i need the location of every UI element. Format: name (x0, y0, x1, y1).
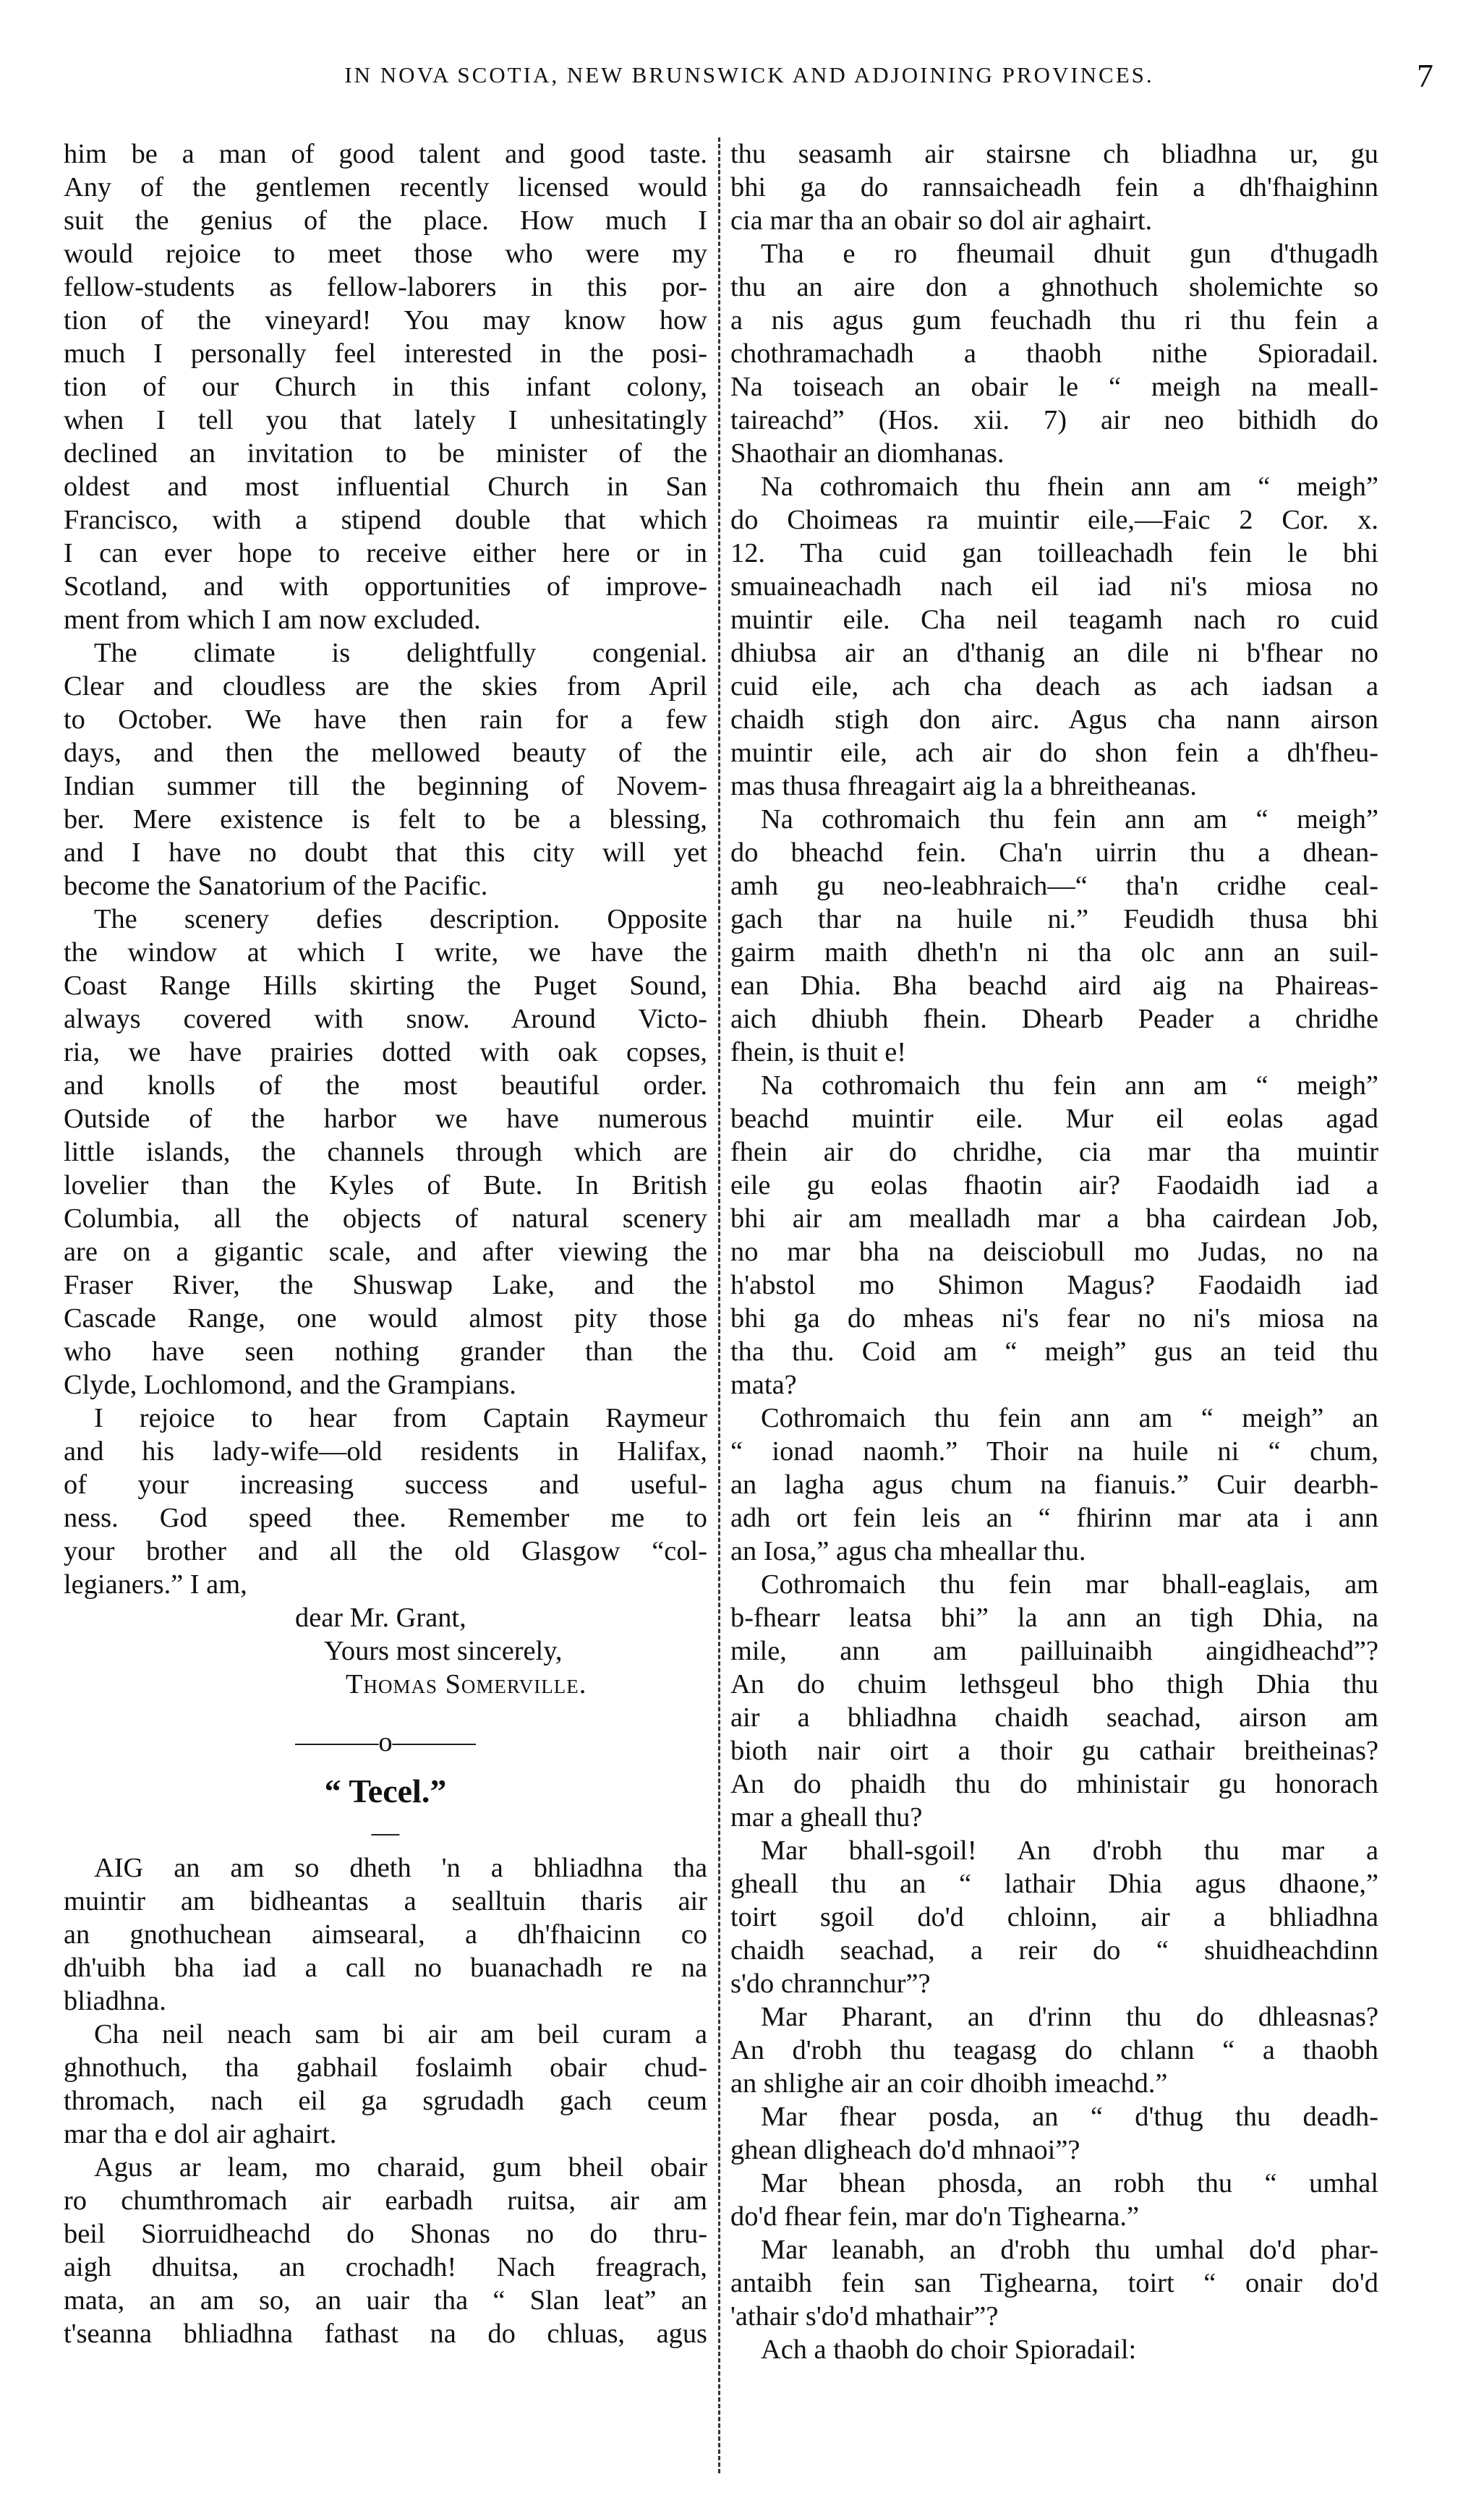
text-line: Shaothair an diomhanas. (730, 438, 1005, 469)
text-line: dh'uibh bha iad a call no buanachadh re na (64, 1953, 707, 1983)
gaelic-right-paragraph-5 (730, 1069, 1378, 1402)
text-line: chaidh stigh don airc. Agus cha nann airson (730, 704, 1378, 735)
text-line: bhi ga do mheas ni's fear no ni's miosa na (730, 1303, 1378, 1334)
text-line: ean Dhia. Bha beachd aird aig na Phaireas- (730, 971, 1378, 1001)
text-line: An do phaidh thu do mhinistair gu honorach (730, 1769, 1378, 1799)
text-line: tion of the vineyard! You may know how (64, 305, 707, 336)
page-number: 7 (1417, 57, 1433, 94)
text-line: I rejoice to hear from Captain Raymeur (94, 1403, 707, 1433)
gaelic-paragraph-2 (64, 2018, 707, 2151)
signature: Thomas Somerville. (346, 1669, 587, 1699)
text-line: ghnothuch, tha gabhail foslaimh obair chud- (64, 2052, 707, 2083)
text-line: Mar bhean phosda, an robh thu “ umhal (761, 2168, 1378, 2198)
text-line: Francisco, with a stipend double that which (64, 505, 707, 535)
text-line: mar tha e dol air aghairt. (64, 2119, 337, 2149)
text-line: gheall thu an “ lathair Dhia agus dhaone,” (730, 1869, 1378, 1899)
text-line: fhein, is thuit e! (730, 1037, 907, 1067)
text-line: beachd muintir eile. Mur eil eolas agad (730, 1104, 1378, 1134)
text-line: and knolls of the most beautiful order. (64, 1070, 707, 1101)
text-line: ment from which I am now excluded. (64, 605, 481, 635)
text-line: Mar leanabh, an d'robh thu umhal do'd phar- (761, 2235, 1378, 2265)
text-line: Outside of the harbor we have numerous (64, 1104, 707, 1134)
text-line: ria, we have prairies dotted with oak copses, (64, 1037, 707, 1067)
text-line: dhiubsa air an d'thanig an dile ni b'fhear no (730, 638, 1378, 668)
text-line: s'do chrannchur”? (730, 1969, 931, 1999)
text-line: and I have no doubt that this city will yet (64, 837, 707, 868)
text-line: An d'robh thu teagasg do chlann “ a thaobh (730, 2035, 1378, 2065)
text-line: The scenery defies description. Opposite (94, 904, 707, 934)
letter-paragraph-3 (64, 903, 707, 1402)
text-line: 'athair s'do'd mhathair”? (730, 2301, 999, 2332)
left-column (64, 137, 707, 2350)
text-line: thu seasamh air stairsne ch bliadhna ur, gu (730, 139, 1378, 169)
text-line: and his lady-wife—old residents in Halifax, (64, 1436, 707, 1467)
text-line: thromach, nach eil ga sgrudadh gach ceum (64, 2086, 707, 2116)
text-line: oldest and most influential Church in San (64, 472, 707, 502)
text-line: Cascade Range, one would almost pity those (64, 1303, 707, 1334)
text-line: tion of our Church in this infant colony, (64, 372, 707, 402)
letter-closing (64, 1601, 707, 1701)
text-line: 12. Tha cuid gan toilleachadh fein le bhi (730, 538, 1378, 568)
gaelic-right-paragraph-8 (730, 1834, 1378, 2000)
text-line: suit the genius of the place. How much I (64, 205, 707, 236)
text-line: tha thu. Coid am “ meigh” gus an teid thu (730, 1336, 1378, 1367)
text-line: Cha neil neach sam bi air am beil curam a (94, 2019, 707, 2050)
gaelic-right-paragraph-7 (730, 1568, 1378, 1834)
text-line: Fraser River, the Shuswap Lake, and the (64, 1270, 707, 1300)
text-line: cia mar tha an obair so dol air aghairt. (730, 205, 1153, 236)
text-line: Any of the gentlemen recently licensed would (64, 172, 707, 202)
right-column (730, 137, 1378, 2366)
text-line: aich dhiubh fhein. Dhearb Peader a chridhe (730, 1004, 1378, 1034)
text-line: muintir am bidheantas a sealltuin tharis air (64, 1886, 707, 1916)
text-line: amh gu neo-leabhraich—“ tha'n cridhe ceal- (730, 871, 1378, 901)
text-line: mas thusa fhreagairt aig la a bhreitheanas. (730, 771, 1197, 801)
gaelic-right-paragraph-10 (730, 2100, 1378, 2167)
text-line: bliadhna. (64, 1986, 166, 2016)
text-line: taireachd” (Hos. xii. 7) air neo bithidh do (730, 405, 1378, 435)
text-line: Columbia, all the objects of natural scenery (64, 1203, 707, 1234)
letter-paragraph-4 (64, 1402, 707, 1601)
running-title: IN NOVA SCOTIA, NEW BRUNSWICK AND ADJOINING PROVINCES. (344, 62, 1154, 88)
gaelic-right-paragraph-4 (730, 803, 1378, 1069)
text-line: beil Siorruidheachd do Shonas no do thru- (64, 2219, 707, 2249)
text-line: of your increasing success and useful- (64, 1470, 707, 1500)
text-line: AIG an am so dheth 'n a bhliadhna tha (94, 1853, 707, 1883)
text-line: adh ort fein leis an “ fhirinn mar ata i ann (730, 1503, 1378, 1533)
section-divider: ———o——— (295, 1727, 476, 1757)
letter-paragraph-1 (64, 137, 707, 636)
text-line: smuaineachadh nach eil iad ni's miosa no (730, 571, 1378, 602)
text-line: bhi ga do rannsaicheadh fein a dh'fhaighinn (730, 172, 1378, 202)
gaelic-right-paragraph-2 (730, 237, 1378, 470)
title-dash: — (371, 1817, 400, 1848)
text-line: do'd fhear fein, mar do'n Tighearna.” (730, 2201, 1140, 2232)
text-line: Na cothromaich thu fhein ann am “ meigh” (761, 472, 1378, 502)
gaelic-right-paragraph-9 (730, 2000, 1378, 2100)
text-line: chothramachadh a thaobh nithe Spioradail. (730, 338, 1378, 369)
text-line: do bheachd fein. Cha'n uirrin thu a dhean- (730, 837, 1378, 868)
text-line: much I personally feel interested in the posi- (64, 338, 707, 369)
text-line: thu an aire don a ghnothuch sholemichte so (730, 272, 1378, 302)
text-line: little islands, the channels through which are (64, 1137, 707, 1167)
text-line: always covered with snow. Around Victo- (64, 1004, 707, 1034)
gaelic-right-paragraph-11 (730, 2167, 1378, 2233)
text-line: declined an invitation to be minister of the (64, 438, 707, 469)
gaelic-right-paragraph-13 (730, 2333, 1378, 2366)
gaelic-right-paragraph-6 (730, 1402, 1378, 1568)
gaelic-right-paragraph-3 (730, 470, 1378, 803)
text-line: an gnothuchean aimsearal, a dh'fhaicinn co (64, 1919, 707, 1950)
text-line: ro chumthromach air earbadh ruitsa, air am (64, 2185, 707, 2216)
salutation: dear Mr. Grant, (295, 1603, 466, 1633)
letter-paragraph-2 (64, 636, 707, 903)
text-line: Mar bhall-sgoil! An d'robh thu mar a (761, 1835, 1378, 1866)
text-line: An do chuim lethsgeul bho thigh Dhia thu (730, 1669, 1378, 1699)
text-line: chaidh seachad, a reir do “ shuidheachdinn (730, 1935, 1378, 1966)
text-line: Coast Range Hills skirting the Puget Sound, (64, 971, 707, 1001)
text-line: fellow-students as fellow-laborers in this por- (64, 272, 707, 302)
text-line: Indian summer till the beginning of Novem- (64, 771, 707, 801)
gaelic-paragraph-3 (64, 2151, 707, 2350)
text-line: Clyde, Lochlomond, and the Grampians. (64, 1370, 516, 1400)
text-line: toirt sgoil do'd chloinn, air a bhliadhna (730, 1902, 1378, 1932)
article-title: “ Tecel.” (324, 1773, 447, 1809)
text-line: “ ionad naomh.” Thoir na huile ni “ chum, (730, 1436, 1378, 1467)
text-line: air a bhliadhna chaidh seachad, airson am (730, 1702, 1378, 1733)
text-line: do Choimeas ra muintir eile,—Faic 2 Cor. x. (730, 505, 1378, 535)
text-line: bhi air am mealladh mar a bha cairdean Job, (730, 1203, 1378, 1234)
text-line: eile gu eolas fhaotin air? Faodaidh iad a (730, 1170, 1378, 1200)
text-line: become the Sanatorium of the Pacific. (64, 871, 488, 901)
column-rule (718, 137, 720, 2473)
text-line: bioth nair oirt a thoir gu cathair breitheinas? (730, 1736, 1378, 1766)
text-line: muintir eile, ach air do shon fein a dh'fheu- (730, 738, 1378, 768)
text-line: Na cothromaich thu fein ann am “ meigh” (761, 1070, 1378, 1101)
text-line: mata? (730, 1370, 797, 1400)
text-line: lovelier than the Kyles of Bute. In British (64, 1170, 707, 1200)
text-line: Na toiseach an obair le “ meigh na meall- (730, 372, 1378, 402)
text-line: legianers.” I am, (64, 1569, 247, 1600)
running-header (65, 57, 1433, 106)
text-line: I can ever hope to receive either here or in (64, 538, 707, 568)
text-line: an shlighe air an coir dhoibh imeachd.” (730, 2068, 1168, 2099)
text-line: a nis agus gum feuchadh thu ri thu fein a (730, 305, 1378, 336)
text-line: muintir eile. Cha neil teagamh nach ro cuid (730, 605, 1378, 635)
text-line: mile, ann am pailluinaibh aingidheachd”? (730, 1636, 1378, 1666)
text-line: an Iosa,” agus cha mheallar thu. (730, 1536, 1086, 1566)
text-line: ness. God speed thee. Remember me to (64, 1503, 707, 1533)
text-line: ghean dligheach do'd mhnaoi”? (730, 2135, 1080, 2165)
text-line: Tha e ro fheumail dhuit gun d'thugadh (761, 239, 1378, 269)
text-line: would rejoice to meet those who were my (64, 239, 707, 269)
text-line: an lagha agus chum na fianuis.” Cuir dearbh- (730, 1470, 1378, 1500)
text-line: Cothromaich thu fein mar bhall-eaglais, am (761, 1569, 1378, 1600)
text-line: gairm maith dheth'n ni tha olc ann an suil- (730, 937, 1378, 968)
text-line: gach thar na huile ni.” Feudidh thusa bhi (730, 904, 1378, 934)
gaelic-paragraph-1 (64, 1851, 707, 2018)
text-line: your brother and all the old Glasgow “col- (64, 1536, 707, 1566)
gaelic-right-paragraph-1 (730, 137, 1378, 237)
text-line: Ach a thaobh do choir Spioradail: (761, 2334, 1137, 2365)
text-line: the window at which I write, we have the (64, 937, 707, 968)
text-line: ber. Mere existence is felt to be a blessing, (64, 804, 707, 835)
text-line: are on a gigantic scale, and after viewing the (64, 1237, 707, 1267)
text-line: who have seen nothing grander than the (64, 1336, 707, 1367)
text-line: Scotland, and with opportunities of improve- (64, 571, 707, 602)
text-line: antaibh fein san Tighearna, toirt “ onair do'd (730, 2268, 1378, 2298)
text-line: aigh dhuitsa, an crochadh! Nach freagrach, (64, 2252, 707, 2282)
text-line: t'seanna bhliadhna fathast na do chluas, agus (64, 2319, 707, 2349)
text-line: when I tell you that lately I unhesitatingly (64, 405, 707, 435)
text-line: Mar fhear posda, an “ d'thug thu deadh- (761, 2102, 1378, 2132)
text-line: h'abstol mo Shimon Magus? Faodaidh iad (730, 1270, 1378, 1300)
text-line: Agus ar leam, mo charaid, gum bheil obair (94, 2152, 707, 2183)
text-line: Clear and cloudless are the skies from April (64, 671, 707, 701)
text-line: Mar Pharant, an d'rinn thu do dhleasnas? (761, 2002, 1378, 2032)
gaelic-right-paragraph-12 (730, 2233, 1378, 2333)
text-line: b-fhearr leatsa bhi” la ann an tigh Dhia, na (730, 1603, 1378, 1633)
text-line: mar a gheall thu? (730, 1802, 923, 1833)
text-line: no mar bha na deisciobull mo Judas, no na (730, 1237, 1378, 1267)
text-line: him be a man of good talent and good taste. (64, 139, 707, 169)
text-line: Cothromaich thu fein ann am “ meigh” an (761, 1403, 1378, 1433)
text-line: fhein air do chridhe, cia mar tha muintir (730, 1137, 1378, 1167)
text-line: days, and then the mellowed beauty of the (64, 738, 707, 768)
valediction: Yours most sincerely, (324, 1636, 563, 1666)
text-line: cuid eile, ach cha deach as ach iadsan a (730, 671, 1378, 701)
text-line: Na cothromaich thu fein ann am “ meigh” (761, 804, 1378, 835)
text-line: mata, an am so, an uair tha “ Slan leat” an (64, 2285, 707, 2316)
text-line: The climate is delightfully congenial. (94, 638, 707, 668)
text-line: to October. We have then rain for a few (64, 704, 707, 735)
